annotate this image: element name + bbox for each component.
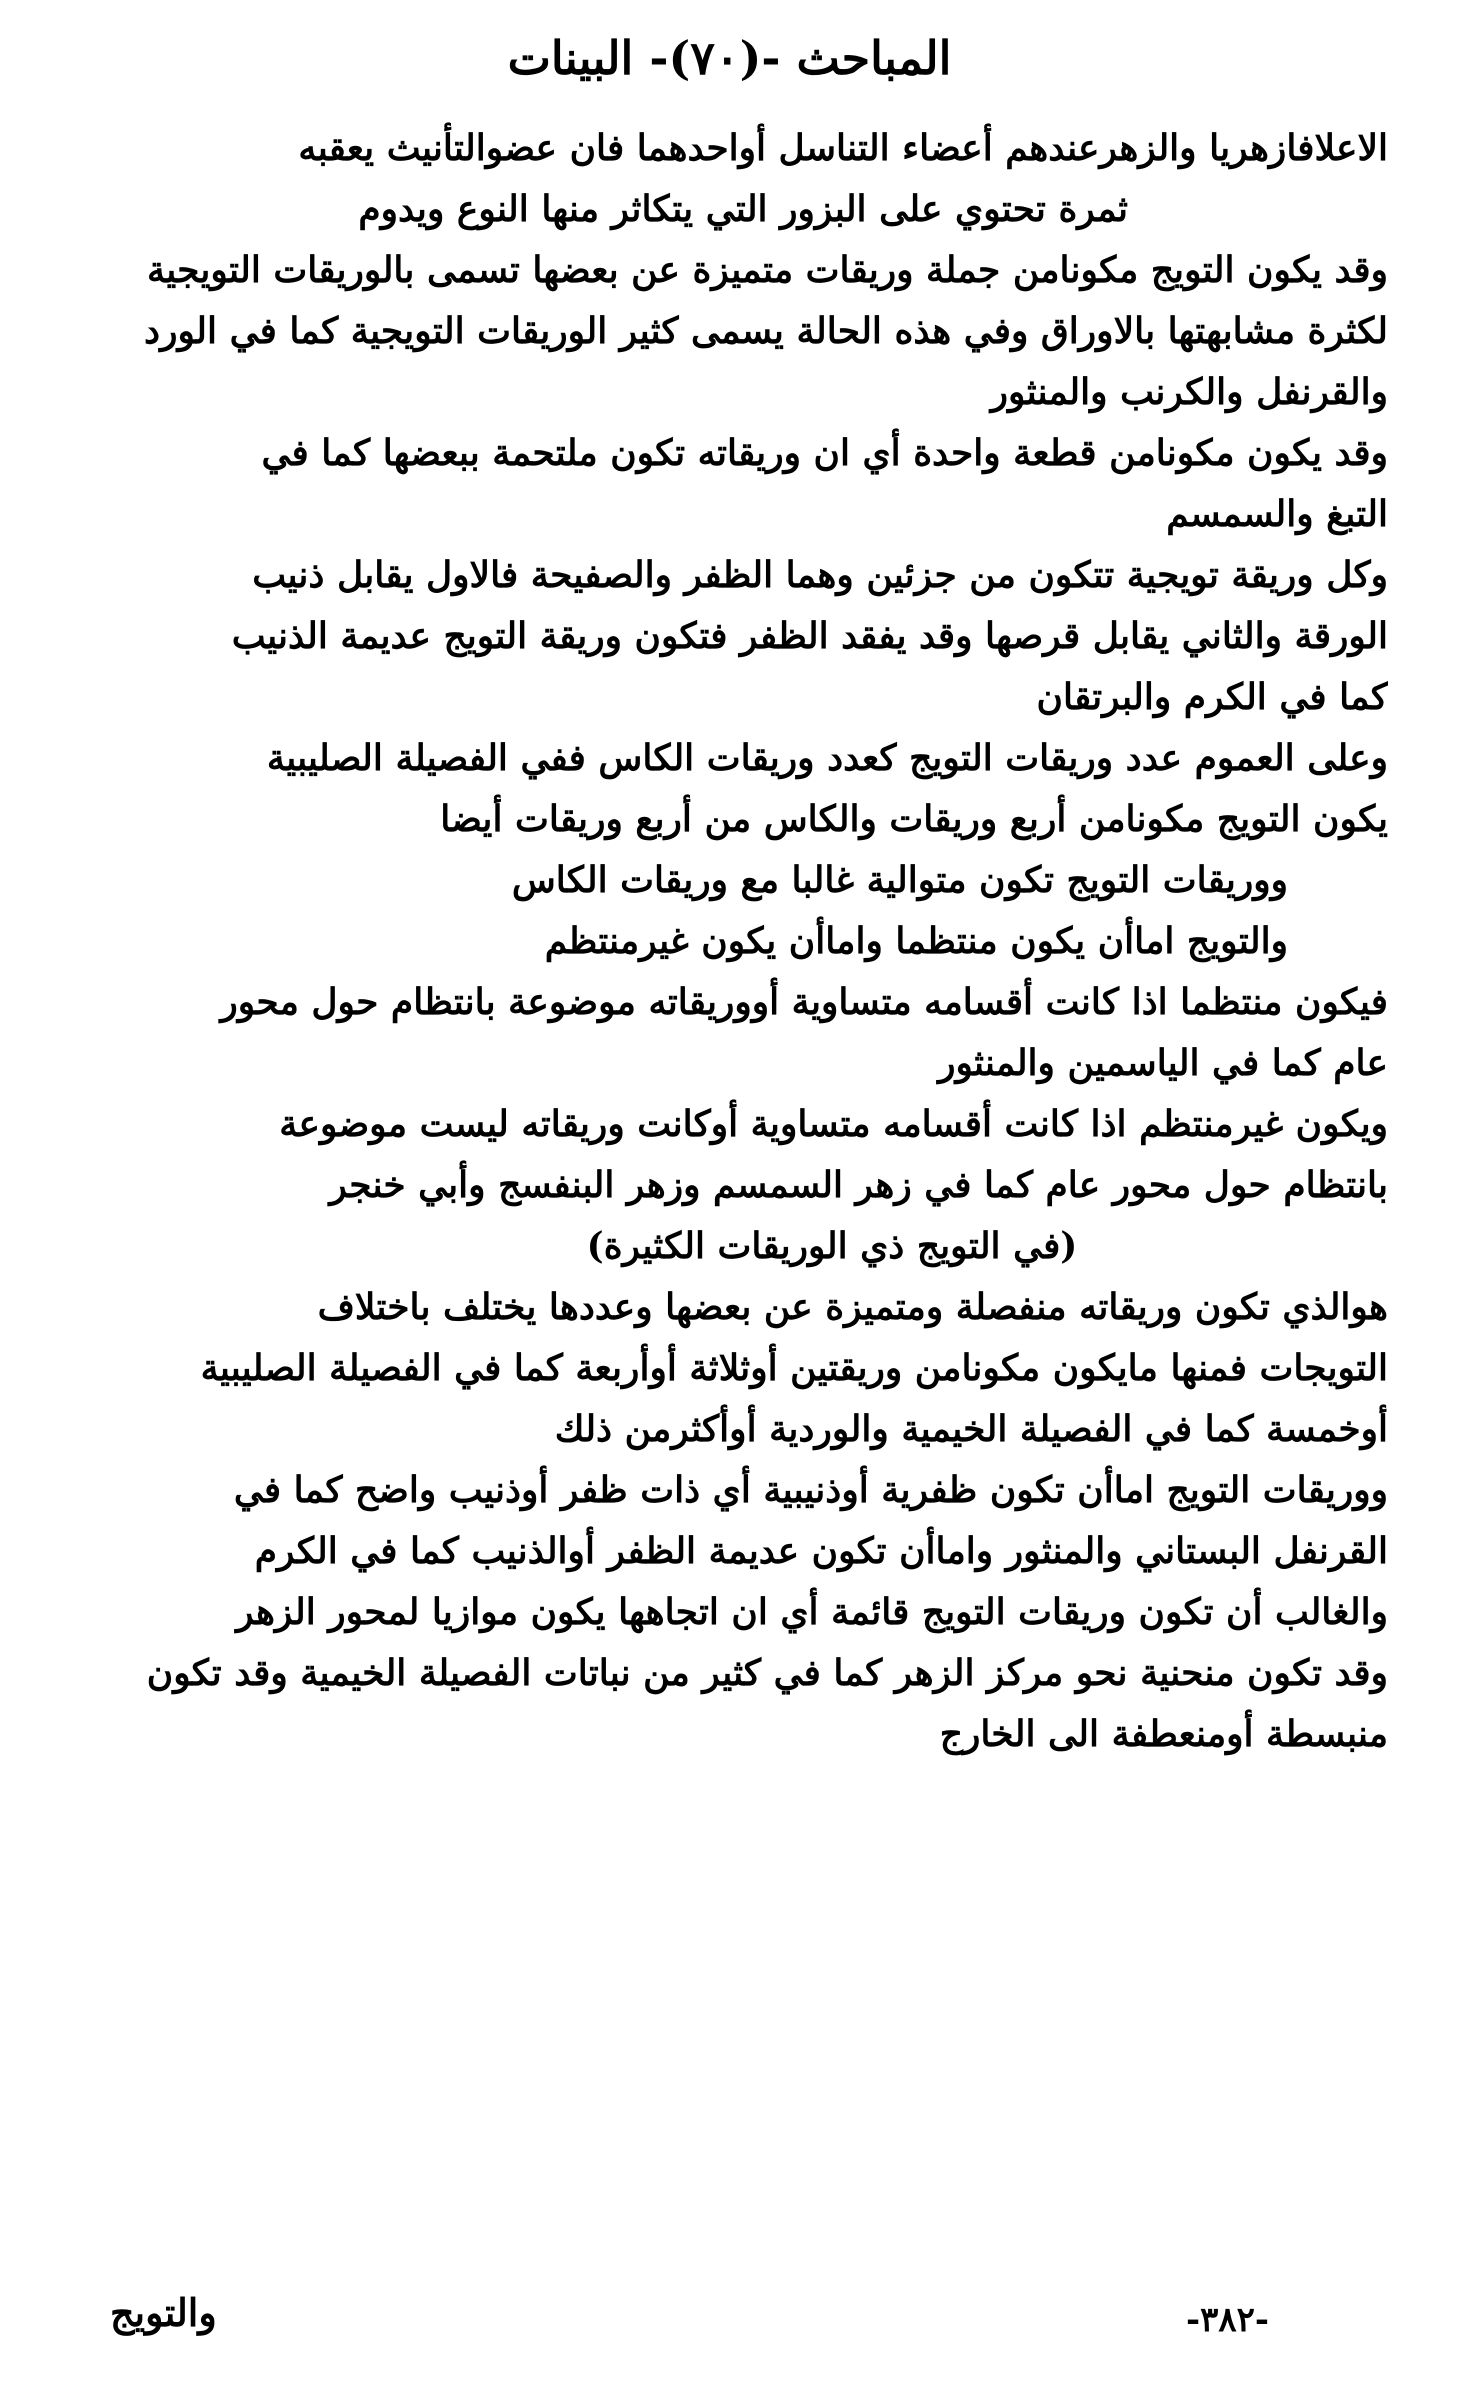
text-line: عام كما في الياسمين والمنثور (938, 1042, 1388, 1084)
text-line: وكل وريقة تويجية تتكون من جزئين وهما الظفر والصفيحة فالاول يقابل ذنيب (252, 554, 1388, 596)
text-line: ووريقات التويج تكون متوالية غالبا مع وريقات الكاس (511, 859, 1288, 901)
text-line: يكون التويج مكونامن أربع وريقات والكاس من أربع وريقات أيضا (440, 798, 1388, 840)
text-line: القرنفل البستاني والمنثور واماأن تكون عديمة الظفر أوالذنيب كما في الكرم (254, 1530, 1388, 1572)
text-line: هوالذي تكون وريقاته منفصلة ومتميزة عن بعضها وعددها يختلف باختلاف (317, 1286, 1388, 1328)
text-line: وقد تكون منحنية نحو مركز الزهر كما في كثير من نباتات الفصيلة الخيمية وقد تكون (146, 1652, 1388, 1694)
text-line: والقرنفل والكرنب والمنثور (990, 371, 1388, 413)
text-line: منبسطة أومنعطفة الى الخارج (939, 1713, 1388, 1755)
text-line: التويجات فمنها مايكون مكونامن وريقتين أوثلاثة أوأربعة كما في الفصيلة الصليبية (200, 1347, 1388, 1389)
text-line: وقد يكون التويج مكونامن جملة وريقات متميزة عن بعضها تسمى بالوريقات التويجية (147, 249, 1388, 291)
text-line: وعلى العموم عدد وريقات التويج كعدد وريقات الكاس ففي الفصيلة الصليبية (266, 737, 1388, 779)
text-line: والتويج اماأن يكون منتظما واماأن يكون غيرمنتظم (544, 920, 1288, 962)
text-line: كما في الكرم والبرتقان (1036, 676, 1388, 718)
text-line: التبغ والسمسم (1166, 493, 1388, 535)
catchword: والتويج (110, 2290, 217, 2335)
text-line: الاعلافازهريا والزهرعندهم أعضاء التناسل أواحدهما فان عضوالتأنيث يعقبه (298, 127, 1388, 169)
text-line: الورقة والثاني يقابل قرصها وقد يفقد الظفر فتكون وريقة التويج عديمة الذنيب (231, 615, 1388, 657)
text-line: وقد يكون مكونامن قطعة واحدة أي ان وريقاته تكون ملتحمة ببعضها كما في (261, 432, 1388, 474)
section-heading: (في التويج ذي الوريقات الكثيرة) (586, 1225, 1078, 1267)
text-line: أوخمسة كما في الفصيلة الخيمية والوردية أوأكثرمن ذلك (554, 1408, 1388, 1450)
body-text (96, 118, 1388, 1765)
text-line: فيكون منتظما اذا كانت أقسامه متساوية أووريقاته موضوعة بانتظام حول محور (220, 981, 1388, 1023)
text-line: ووريقات التويج اماأن تكون ظفرية أوذنيبية أي ذات ظفر أوذنيب واضح كما في (233, 1469, 1388, 1511)
page-number: -٣٨٢- (1185, 2300, 1269, 2340)
text-line: والغالب أن تكون وريقات التويج قائمة أي ان اتجاهها يكون موازيا لمحور الزهر (236, 1591, 1388, 1633)
text-line: ويكون غيرمنتظم اذا كانت أقسامه متساوية أوكانت وريقاته ليست موضوعة (279, 1103, 1388, 1145)
running-header: المباحث -(٧٠)- البينات (507, 31, 952, 85)
text-line: ثمرة تحتوي على البزور التي يتكاثر منها النوع ويدوم (358, 188, 1128, 230)
text-line: بانتظام حول محور عام كما في زهر السمسم وزهر البنفسج وأبي خنجر (329, 1164, 1388, 1206)
text-line: لكثرة مشابهتها بالاوراق وفي هذه الحالة يسمى كثير الوريقات التويجية كما في الورد (144, 310, 1388, 352)
